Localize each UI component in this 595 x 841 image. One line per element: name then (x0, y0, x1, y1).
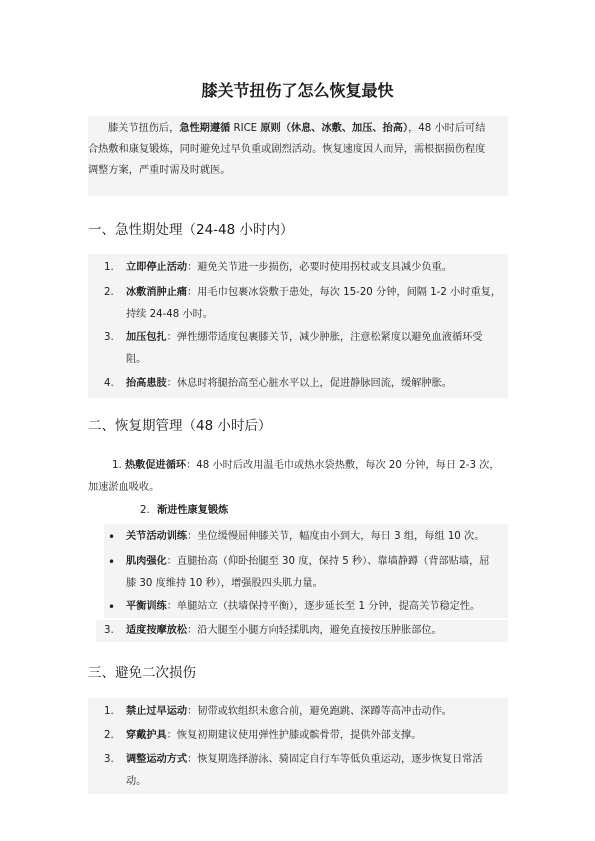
item-label: 抬高患肢 (126, 378, 167, 389)
list-number: 2. (104, 730, 114, 741)
list-number: 3. (104, 625, 114, 636)
item-label: 适度按摩放松 (126, 625, 188, 636)
section-1-heading: 一、急性期处理（24-48 小时内） (88, 222, 294, 238)
item-text-continued: 动。 (126, 776, 147, 787)
intro-emphasis: 原则（休息、冰敷、加压、抬高） (260, 123, 409, 134)
item-label: 肌肉强化 (126, 556, 167, 567)
item-label: 加压包扎 (126, 332, 167, 343)
intro-line-3: 调整方案，严重时需及时就医。 (88, 165, 231, 176)
list-number: 1. (104, 262, 114, 273)
item-label: 关节活动训练 (126, 531, 188, 542)
intro-text: RICE (230, 123, 261, 134)
item-text: ：休息时将腿抬高至心脏水平以上，促进静脉回流，缓解肿胀。 (166, 378, 452, 389)
item-text: ：弹性绷带适度包裹膝关节，减少肿胀，注意松紧度以避免血液循环受 (166, 332, 483, 343)
item-text-continued: 阻。 (126, 354, 147, 365)
item-text-continued: 膝 30 度维持 10 秒），增强股四头肌力量。 (126, 578, 323, 589)
list-item (140, 501, 440, 521)
list-number: 1. (104, 706, 114, 717)
list-number: 3. (104, 754, 114, 765)
item-text: ：坐位缓慢屈伸膝关节，幅度由小到大，每日 3 组，每组 10 次。 (187, 531, 485, 542)
item-text: ：恢复初期建议使用弹性护膝或髌骨带，提供外部支撑。 (166, 730, 422, 741)
item-label: 渐进性康复锻炼 (156, 505, 229, 516)
item-text: ：沿大腿至小腿方向轻揉肌肉，避免直接按压肿胀部位。 (187, 625, 442, 636)
intro-paragraph (88, 116, 508, 196)
item-text: ：用毛巾包裹冰袋敷于患处，每次 15-20 分钟，间隔 1-2 小时重复， (187, 287, 502, 298)
item-text: ：48 小时后改用温毛巾或热水袋热敷，每次 20 分钟，每日 2-3 次， (186, 460, 500, 471)
intro-line-2: 合热敷和康复锻炼，同时避免过早负重或剧烈活动。恢复速度因人而异，需根据损伤程度 (88, 144, 486, 155)
bullet-icon: • (108, 530, 116, 544)
item-text-continued: 持续 24-48 小时。 (126, 309, 214, 320)
list-number: 4. (104, 378, 114, 389)
bullet-icon: • (108, 600, 116, 614)
item-label: 穿戴护具 (126, 730, 167, 741)
item-text-continued: 加速淤血吸收。 (88, 482, 160, 493)
item-text: ：直腿抬高（仰卧抬腿至 30 度，保持 5 秒）、靠墙静蹲（背部贴墙，屈 (166, 556, 490, 567)
intro-emphasis: 急性期遵循 (179, 123, 231, 134)
item-text: ：恢复期选择游泳、骑固定自行车等低负重运动，逐步恢复日常活 (187, 754, 483, 765)
list-number: 3. (104, 332, 114, 343)
document-title: 膝关节扭伤了怎么恢复最快 (201, 81, 394, 100)
intro-text: ，48 小时后可结 (408, 123, 486, 134)
list-number: 2. (140, 505, 150, 516)
section-2-heading: 二、恢复期管理（48 小时后） (88, 418, 272, 434)
item-label: 立即停止活动 (126, 262, 188, 273)
bullet-icon: • (108, 555, 116, 569)
intro-text: 膝关节扭伤后， (108, 123, 180, 134)
item-label: 热敷促进循环 (124, 460, 187, 471)
item-text: ：韧带或软组织未愈合前，避免跑跳、深蹲等高冲击动作。 (187, 706, 452, 717)
item-label: 冰敷消肿止痛 (126, 287, 188, 298)
item-text: ：单腿站立（扶墙保持平衡），逐步延长至 1 分钟，提高关节稳定性。 (166, 601, 481, 612)
item-label: 平衡训练 (126, 601, 167, 612)
item-text: ：避免关节进一步损伤，必要时使用拐杖或支具减少负重。 (187, 262, 452, 273)
item-label: 禁止过早运动 (126, 706, 188, 717)
item-label: 调整运动方式 (126, 754, 188, 765)
intro-line-1 (88, 116, 508, 139)
list-number: 1. (112, 460, 122, 471)
list-number: 2. (104, 287, 114, 298)
section-3-heading: 三、避免二次损伤 (88, 665, 196, 681)
